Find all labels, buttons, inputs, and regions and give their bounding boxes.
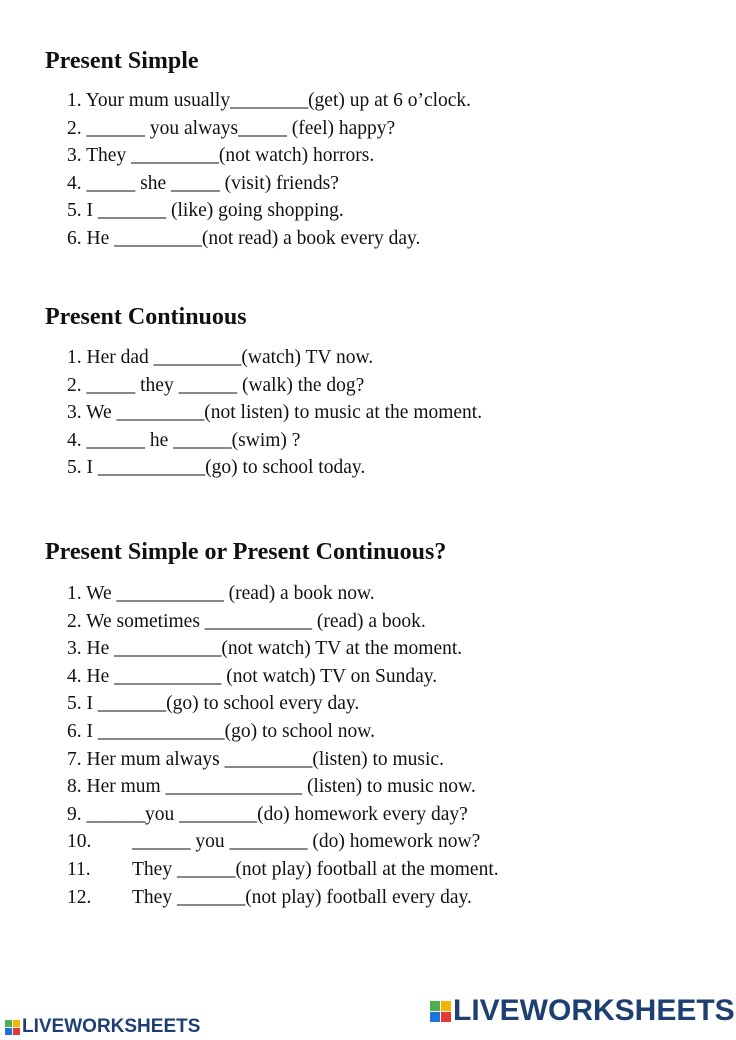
exercise-item <box>67 663 499 691</box>
item-number: 4. <box>67 429 82 451</box>
exercise-item <box>67 87 471 115</box>
present-simple-list <box>67 87 471 253</box>
exercise-item <box>67 856 499 884</box>
item-number: 11. <box>67 858 91 880</box>
item-number: 2. <box>67 610 82 632</box>
item-number: 2. <box>67 374 82 396</box>
item-text: ______you ________(do) homework every day? <box>81 803 468 825</box>
exercise-item <box>67 454 482 482</box>
item-text: They _______(not play) football every day. <box>132 886 472 908</box>
exercise-item <box>67 399 482 427</box>
item-text: Her mum always _________(listen) to music. <box>81 748 444 770</box>
item-text: I _____________(go) to school now. <box>81 720 376 742</box>
item-text: _____ she _____ (visit) friends? <box>81 172 339 194</box>
item-text: He ___________ (not watch) TV on Sunday. <box>81 665 438 687</box>
item-text: ______ he ______(swim) ? <box>81 429 301 451</box>
exercise-item <box>67 718 499 746</box>
logo-text: LIVEWORKSHEETS <box>22 1016 201 1037</box>
item-text: They ______(not play) football at the moment. <box>132 858 499 880</box>
exercise-item <box>67 884 499 912</box>
item-number: 5. <box>67 200 82 222</box>
item-number: 5. <box>67 457 82 479</box>
logo-squares-icon <box>5 1020 20 1035</box>
item-number: 1. <box>67 347 82 368</box>
section-title-mixed: Present Simple or Present Continuous? <box>45 539 447 565</box>
item-number: 6. <box>67 720 82 742</box>
item-text: He _________(not read) a book every day. <box>81 227 421 249</box>
exercise-item <box>67 344 482 372</box>
item-number: 4. <box>67 172 82 194</box>
exercise-item <box>67 170 471 198</box>
item-number: 3. <box>67 402 82 424</box>
item-text: He ___________(not watch) TV at the moment. <box>81 638 463 660</box>
logo-squares-icon <box>430 1001 451 1022</box>
mixed-list <box>67 580 499 911</box>
exercise-item <box>67 427 482 455</box>
liveworksheets-logo-small <box>5 1016 200 1038</box>
item-text: I ___________(go) to school today. <box>81 457 366 479</box>
item-text: Her dad _________(watch) TV now. <box>81 347 374 368</box>
exercise-item <box>67 372 482 400</box>
item-text: ______ you always_____ (feel) happy? <box>81 117 396 139</box>
item-number: 4. <box>67 665 82 687</box>
exercise-item <box>67 828 499 856</box>
exercise-item <box>67 225 471 253</box>
exercise-item <box>67 801 499 829</box>
item-number: 1. <box>67 583 82 604</box>
exercise-item <box>67 608 499 636</box>
exercise-item <box>67 690 499 718</box>
item-text: ______ you ________ (do) homework now? <box>132 831 481 853</box>
item-number: 1. <box>67 90 82 111</box>
item-text: We sometimes ___________ (read) a book. <box>81 610 426 632</box>
section-title-present-continuous: Present Continuous <box>45 304 247 330</box>
item-number: 3. <box>67 145 82 167</box>
item-number: 6. <box>67 227 82 249</box>
exercise-item <box>67 773 499 801</box>
item-number: 7. <box>67 748 82 770</box>
exercise-item <box>67 635 499 663</box>
item-text: I _______(go) to school every day. <box>81 693 360 715</box>
item-text: We _________(not listen) to music at the moment. <box>81 402 483 424</box>
item-number: 3. <box>67 638 82 660</box>
item-text: _____ they ______ (walk) the dog? <box>81 374 365 396</box>
item-text: We ___________ (read) a book now. <box>81 583 375 604</box>
item-text: I _______ (like) going shopping. <box>81 200 344 222</box>
item-number: 2. <box>67 117 82 139</box>
item-number: 9. <box>67 803 82 825</box>
exercise-item <box>67 142 471 170</box>
item-number: 10. <box>67 831 92 853</box>
exercise-item <box>67 746 499 774</box>
item-number: 5. <box>67 693 82 715</box>
item-text: Your mum usually________(get) up at 6 o’clock. <box>81 90 472 111</box>
exercise-item <box>67 197 471 225</box>
exercise-item <box>67 115 471 143</box>
item-text: Her mum ______________ (listen) to music now. <box>81 776 476 798</box>
logo-text: LIVEWORKSHEETS <box>453 994 735 1027</box>
exercise-item <box>67 580 499 608</box>
item-number: 12. <box>67 886 92 908</box>
liveworksheets-logo-large <box>430 994 735 1027</box>
item-text: They _________(not watch) horrors. <box>81 145 375 167</box>
present-continuous-list <box>67 344 482 482</box>
section-title-present-simple: Present Simple <box>45 48 199 74</box>
item-number: 8. <box>67 776 82 798</box>
